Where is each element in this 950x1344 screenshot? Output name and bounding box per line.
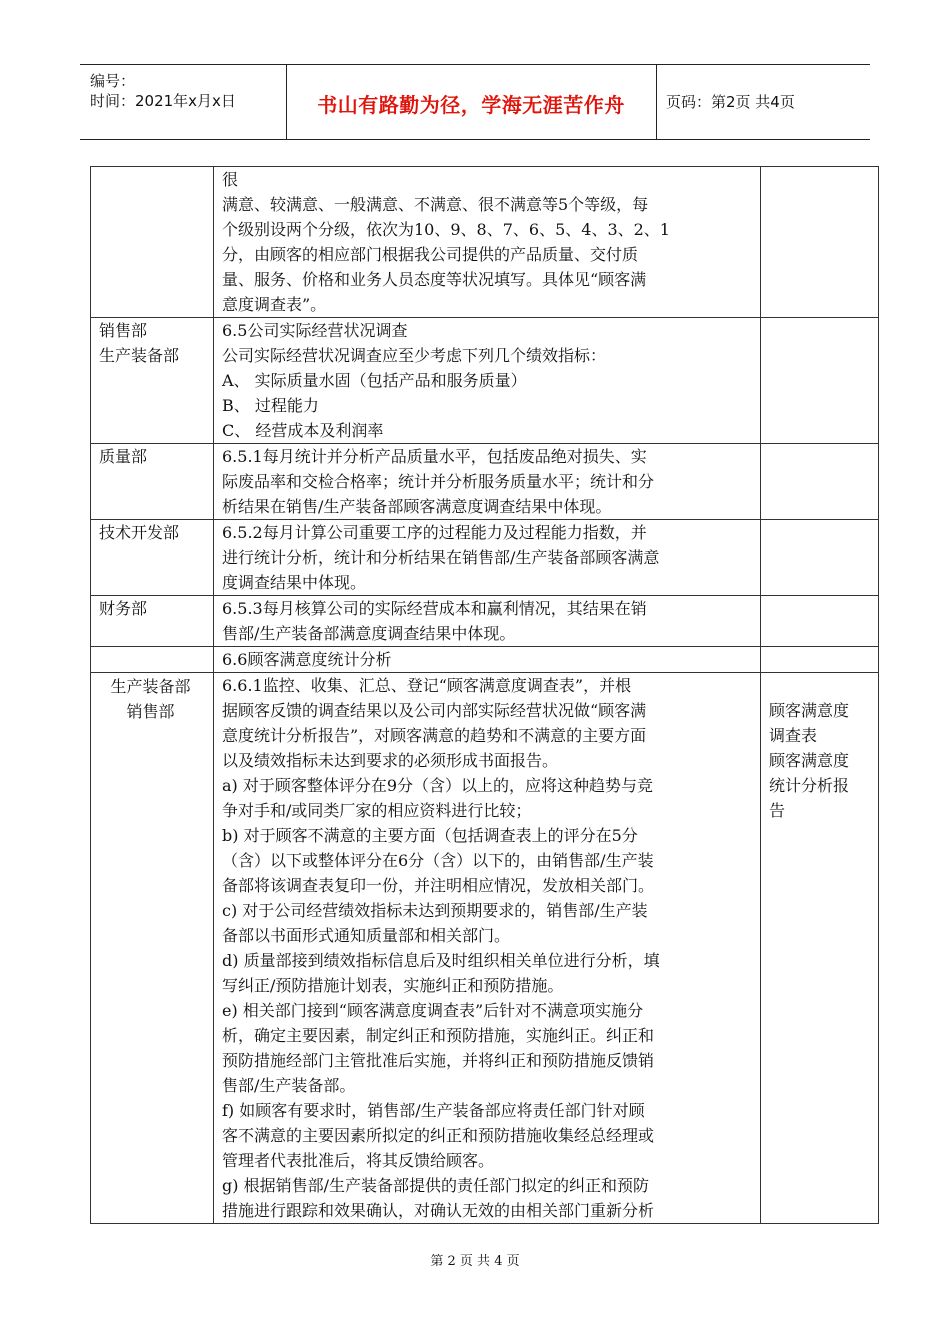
content-line: 措施进行跟踪和效果确认，对确认无效的由相关部门重新分析 xyxy=(222,1201,655,1220)
content-line: B、 过程能力 xyxy=(222,396,319,415)
content-line: A、 实际质量水固（包括产品和服务质量） xyxy=(222,371,527,390)
content-line: 进行统计分析，统计和分析结果在销售部/生产装备部顾客满意 xyxy=(222,548,660,567)
content-line: 析结果在销售/生产装备部顾客满意度调查结果中体现。 xyxy=(222,497,612,516)
record-name: 告 xyxy=(769,801,786,820)
content-line: 6.5.3每月核算公司的实际经营成本和赢利情况，其结果在销 xyxy=(222,599,647,618)
content-line: g) 根据销售部/生产装备部提供的责任部门拟定的纠正和预防 xyxy=(222,1176,649,1195)
department-cell xyxy=(91,673,214,1224)
department-name: 生产装备部 xyxy=(110,677,191,696)
content-line: C、 经营成本及利润率 xyxy=(222,421,384,440)
content-line: 6.6顾客满意度统计分析 xyxy=(222,650,392,669)
content-line: 量、服务、价格和业务人员态度等状况填写。具体见“顾客满 xyxy=(222,270,647,289)
page-label: 页码：第2页 共4页 xyxy=(666,93,795,111)
content-cell xyxy=(214,318,761,444)
content-line: 6.5.1每月统计并分析产品质量水平，包括废品绝对损失、实 xyxy=(222,447,647,466)
record-cell xyxy=(761,444,879,520)
content-cell xyxy=(214,444,761,520)
content-line: 争对手和/或同类厂家的相应资料进行比较； xyxy=(222,801,532,820)
content-line: 写纠正/预防措施计划表，实施纠正和预防措施。 xyxy=(222,976,564,995)
department-name: 技术开发部 xyxy=(99,523,180,542)
table-row xyxy=(91,444,879,520)
content-line: 个级别设两个分级，依次为10、9、8、7、6、5、4、3、2、1 xyxy=(222,220,670,239)
record-cell xyxy=(761,596,879,647)
department-cell xyxy=(91,647,214,673)
content-line: 意度统计分析报告”，对顾客满意的趋势和不满意的主要方面 xyxy=(222,726,647,745)
content-line: 售部/生产装备部满意度调查结果中体现。 xyxy=(222,624,516,643)
content-line: 6.5公司实际经营状况调查 xyxy=(222,321,408,340)
time-label: 时间：2021年x月x日 xyxy=(90,92,236,110)
content-line: 客不满意的主要因素所拟定的纠正和预防措施收集经总经理或 xyxy=(222,1126,655,1145)
record-name: 调查表 xyxy=(769,726,818,745)
content-line: 际废品率和交检合格率；统计并分析服务质量水平；统计和分 xyxy=(222,472,655,491)
content-cell xyxy=(214,167,761,318)
content-line: 很 xyxy=(222,170,239,189)
content-line: （含）以下或整体评分在6分（含）以下的，由销售部/生产装 xyxy=(222,851,654,870)
content-line: 以及绩效指标未达到要求的必须形成书面报告。 xyxy=(222,751,559,770)
department-cell xyxy=(91,596,214,647)
content-line: a) 对于顾客整体评分在9分（含）以上的，应将这种趋势与竞 xyxy=(222,776,654,795)
content-line: 意度调查表”。 xyxy=(222,295,327,314)
department-name: 财务部 xyxy=(99,599,148,618)
record-name: 顾客满意度 xyxy=(769,701,850,720)
content-line: 满意、较满意、一般满意、不满意、很不满意等5个等级，每 xyxy=(222,195,649,214)
table-row xyxy=(91,673,879,1224)
department-name: 生产装备部 xyxy=(99,346,180,365)
content-line: c) 对于公司经营绩效指标未达到预期要求的，销售部/生产装 xyxy=(222,901,648,920)
content-line: 析，确定主要因素，制定纠正和预防措施，实施纠正。纠正和 xyxy=(222,1026,655,1045)
table-row xyxy=(91,318,879,444)
department-cell xyxy=(91,520,214,596)
record-cell xyxy=(761,167,879,318)
record-cell xyxy=(761,647,879,673)
record-cell xyxy=(761,673,879,1224)
document-header xyxy=(80,64,870,140)
content-line: e) 相关部门接到“顾客满意度调查表”后针对不满意项实施分 xyxy=(222,1001,644,1020)
content-cell xyxy=(214,673,761,1224)
record-name: 统计分析报 xyxy=(769,776,850,795)
content-cell xyxy=(214,647,761,673)
content-line: b) 对于顾客不满意的主要方面（包括调查表上的评分在5分 xyxy=(222,826,638,845)
record-cell xyxy=(761,520,879,596)
department-name: 销售部 xyxy=(99,321,148,340)
header-divider xyxy=(656,65,657,139)
department-cell xyxy=(91,444,214,520)
department-cell xyxy=(91,167,214,318)
content-line: 管理者代表批准后，将其反馈给顾客。 xyxy=(222,1151,495,1170)
table-row xyxy=(91,520,879,596)
table-row xyxy=(91,596,879,647)
content-line: 6.6.1监控、收集、汇总、登记“顾客满意度调查表”，并根 xyxy=(222,676,632,695)
content-line: 预防措施经部门主管批准后实施，并将纠正和预防措施反馈销 xyxy=(222,1051,655,1070)
content-line: 公司实际经营状况调查应至少考虑下列几个绩效指标： xyxy=(222,346,607,365)
record-cell xyxy=(761,318,879,444)
content-cell xyxy=(214,596,761,647)
content-line: f) 如顾客有要求时，销售部/生产装备部应将责任部门针对顾 xyxy=(222,1101,645,1120)
number-label: 编号： xyxy=(90,72,136,90)
content-line: 度调查结果中体现。 xyxy=(222,573,367,592)
content-line: 备部将该调查表复印一份，并注明相应情况，发放相关部门。 xyxy=(222,876,655,895)
department-cell xyxy=(91,318,214,444)
content-line: 据顾客反馈的调查结果以及公司内部实际经营状况做“顾客满 xyxy=(222,701,647,720)
content-line: 6.5.2每月计算公司重要工序的过程能力及过程能力指数，并 xyxy=(222,523,647,542)
department-name: 销售部 xyxy=(126,702,175,721)
content-line: 分，由顾客的相应部门根据我公司提供的产品质量、交付质 xyxy=(222,245,639,264)
department-name: 质量部 xyxy=(99,447,148,466)
procedure-table xyxy=(90,166,879,1224)
motto-title: 书山有路勤为径，学海无涯苦作舟 xyxy=(317,93,625,117)
content-cell xyxy=(214,520,761,596)
table-row xyxy=(91,647,879,673)
table-row xyxy=(91,167,879,318)
content-line: d) 质量部接到绩效指标信息后及时组织相关单位进行分析，填 xyxy=(222,951,660,970)
content-line: 备部以书面形式通知质量部和相关部门。 xyxy=(222,926,511,945)
page-footer: 第 2 页 共 4 页 xyxy=(430,1254,520,1269)
record-name: 顾客满意度 xyxy=(769,751,850,770)
content-line: 售部/生产装备部。 xyxy=(222,1076,356,1095)
